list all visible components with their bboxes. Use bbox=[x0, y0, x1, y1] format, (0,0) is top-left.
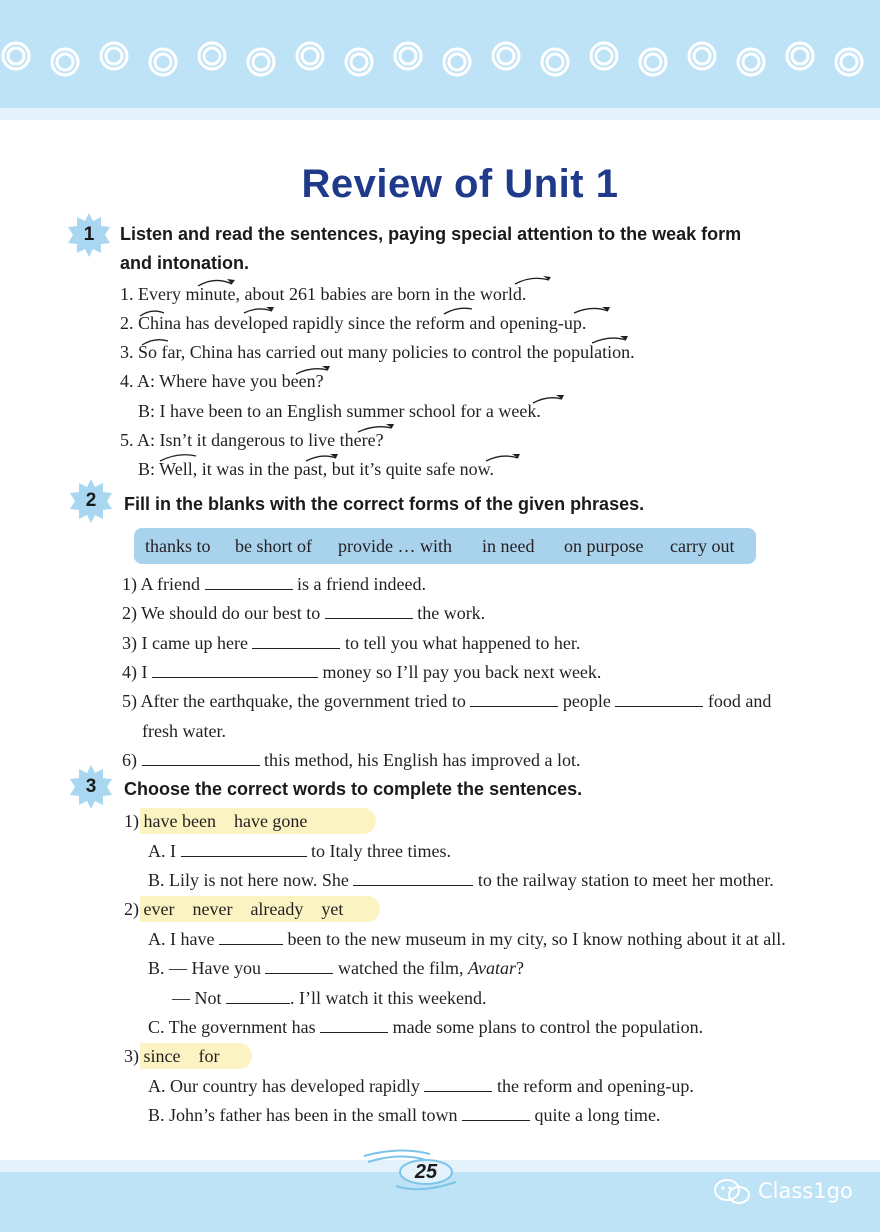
answer-blank[interactable] bbox=[424, 1076, 492, 1092]
section-1-badge bbox=[66, 212, 112, 258]
decorative-ring bbox=[498, 48, 514, 64]
phrase: provide … with bbox=[338, 536, 452, 556]
section-3-badge bbox=[68, 764, 114, 810]
answer-blank[interactable] bbox=[325, 603, 413, 619]
fill-item-4: 4) I money so I’ll pay you back next week. bbox=[122, 662, 602, 682]
answer-blank[interactable] bbox=[142, 750, 260, 766]
sentence-5a: 5. A: Isn’t it dangerous to live there? bbox=[120, 430, 384, 450]
sentence-5b: B: Well, it was in the past, but it’s quite safe now. bbox=[138, 459, 495, 479]
answer-blank[interactable] bbox=[470, 691, 558, 707]
choose-item: — Not . I’ll watch it this weekend. bbox=[172, 988, 487, 1008]
answer-blank[interactable] bbox=[353, 870, 473, 886]
section-number: 2 bbox=[85, 490, 97, 511]
section-number: 3 bbox=[85, 776, 97, 797]
choose-item: A. Our country has developed rapidly the reform and opening-up. bbox=[148, 1076, 694, 1096]
decorative-ring bbox=[8, 48, 24, 64]
watermark bbox=[712, 1174, 853, 1208]
option-list: ever never already yet bbox=[143, 899, 344, 919]
decorative-ring bbox=[253, 54, 269, 70]
decorative-rings bbox=[0, 36, 880, 86]
section-1-instruction-line-2: and intonation. bbox=[120, 253, 249, 273]
section-3-instruction: Choose the correct words to complete the sentences. bbox=[124, 779, 583, 799]
answer-blank[interactable] bbox=[615, 691, 703, 707]
answer-blank[interactable] bbox=[252, 633, 340, 649]
choose-item: C. The government has made some plans to control the population. bbox=[148, 1017, 704, 1037]
decorative-ring bbox=[449, 54, 465, 70]
section-2-instruction: Fill in the blanks with the correct forms of the given phrases. bbox=[124, 494, 645, 514]
decorative-ring bbox=[351, 54, 367, 70]
page-number: 25 bbox=[414, 1161, 438, 1183]
fill-item-3: 3) I came up here to tell you what happened to her. bbox=[122, 633, 581, 653]
answer-blank[interactable] bbox=[152, 662, 318, 678]
choose-item: B. Lily is not here now. She to the railway station to meet her mother. bbox=[148, 870, 774, 890]
fill-item-5-continued: fresh water. bbox=[142, 721, 226, 741]
section-2-badge bbox=[68, 478, 114, 524]
sentence-4b: B: I have been to an English summer school for a week. bbox=[138, 401, 541, 421]
answer-blank[interactable] bbox=[181, 841, 307, 857]
sentence-3: 3. So far, China has carried out many policies to control the population. bbox=[120, 342, 635, 362]
decorative-ring bbox=[792, 48, 808, 64]
phrase: carry out bbox=[670, 536, 735, 556]
option-list: since for bbox=[143, 1046, 220, 1066]
choose-item: A. I to Italy three times. bbox=[148, 841, 451, 861]
sentence-1: 1. Every minute, about 261 babies are born in the world. bbox=[120, 284, 527, 304]
fill-item-6: 6) this method, his English has improved a lot. bbox=[122, 750, 581, 770]
page-title: Review of Unit 1 bbox=[301, 162, 619, 206]
answer-blank[interactable] bbox=[226, 988, 290, 1004]
choose-item: B. John’s father has been in the small town quite a long time. bbox=[148, 1105, 661, 1125]
chat-bubble-icon bbox=[712, 1177, 752, 1207]
decorative-ring bbox=[596, 48, 612, 64]
choose-item: A. I have been to the new museum in my city, so I know nothing about it at all. bbox=[148, 929, 786, 949]
phrase: thanks to bbox=[145, 536, 211, 556]
fill-item-5: 5) After the earthquake, the government tried to people food and bbox=[122, 691, 772, 711]
phrase: on purpose bbox=[564, 536, 644, 556]
sentence-4a: 4. A: Where have you been? bbox=[120, 371, 324, 391]
answer-blank[interactable] bbox=[219, 929, 283, 945]
section-1-instruction-line-1: Listen and read the sentences, paying special attention to the weak form bbox=[120, 224, 742, 244]
answer-blank[interactable] bbox=[462, 1105, 530, 1121]
decorative-ring bbox=[694, 48, 710, 64]
section-number: 1 bbox=[83, 224, 95, 245]
decorative-ring bbox=[645, 54, 661, 70]
group-1-options: 1) have been have gone bbox=[124, 811, 308, 831]
answer-blank[interactable] bbox=[205, 574, 293, 590]
decorative-ring bbox=[400, 48, 416, 64]
decorative-ring bbox=[743, 54, 759, 70]
phrase: in need bbox=[482, 536, 535, 556]
film-title: Avatar bbox=[467, 958, 516, 978]
watermark-text: Class1go bbox=[758, 1179, 853, 1203]
decorative-ring bbox=[155, 54, 171, 70]
decorative-ring bbox=[547, 54, 563, 70]
decorative-ring bbox=[302, 48, 318, 64]
choose-item: B. — Have you watched the film, Avatar? bbox=[148, 958, 524, 978]
option-list: have been have gone bbox=[143, 811, 308, 831]
decorative-ring bbox=[57, 54, 73, 70]
decorative-ring bbox=[841, 54, 857, 70]
answer-blank[interactable] bbox=[320, 1017, 388, 1033]
sentence-2: 2. China has developed rapidly since the reform and opening-up. bbox=[120, 313, 587, 333]
decorative-ring bbox=[106, 48, 122, 64]
phrase-box bbox=[134, 528, 756, 564]
fill-item-2: 2) We should do our best to the work. bbox=[122, 603, 486, 623]
decorative-ring bbox=[204, 48, 220, 64]
group-2-options: 2) ever never already yet bbox=[124, 899, 344, 919]
fill-item-1: 1) A friend is a friend indeed. bbox=[122, 574, 426, 594]
group-3-options: 3) since for bbox=[124, 1046, 220, 1066]
answer-blank[interactable] bbox=[265, 958, 333, 974]
top-banner-strip bbox=[0, 108, 880, 120]
phrase: be short of bbox=[235, 536, 312, 556]
